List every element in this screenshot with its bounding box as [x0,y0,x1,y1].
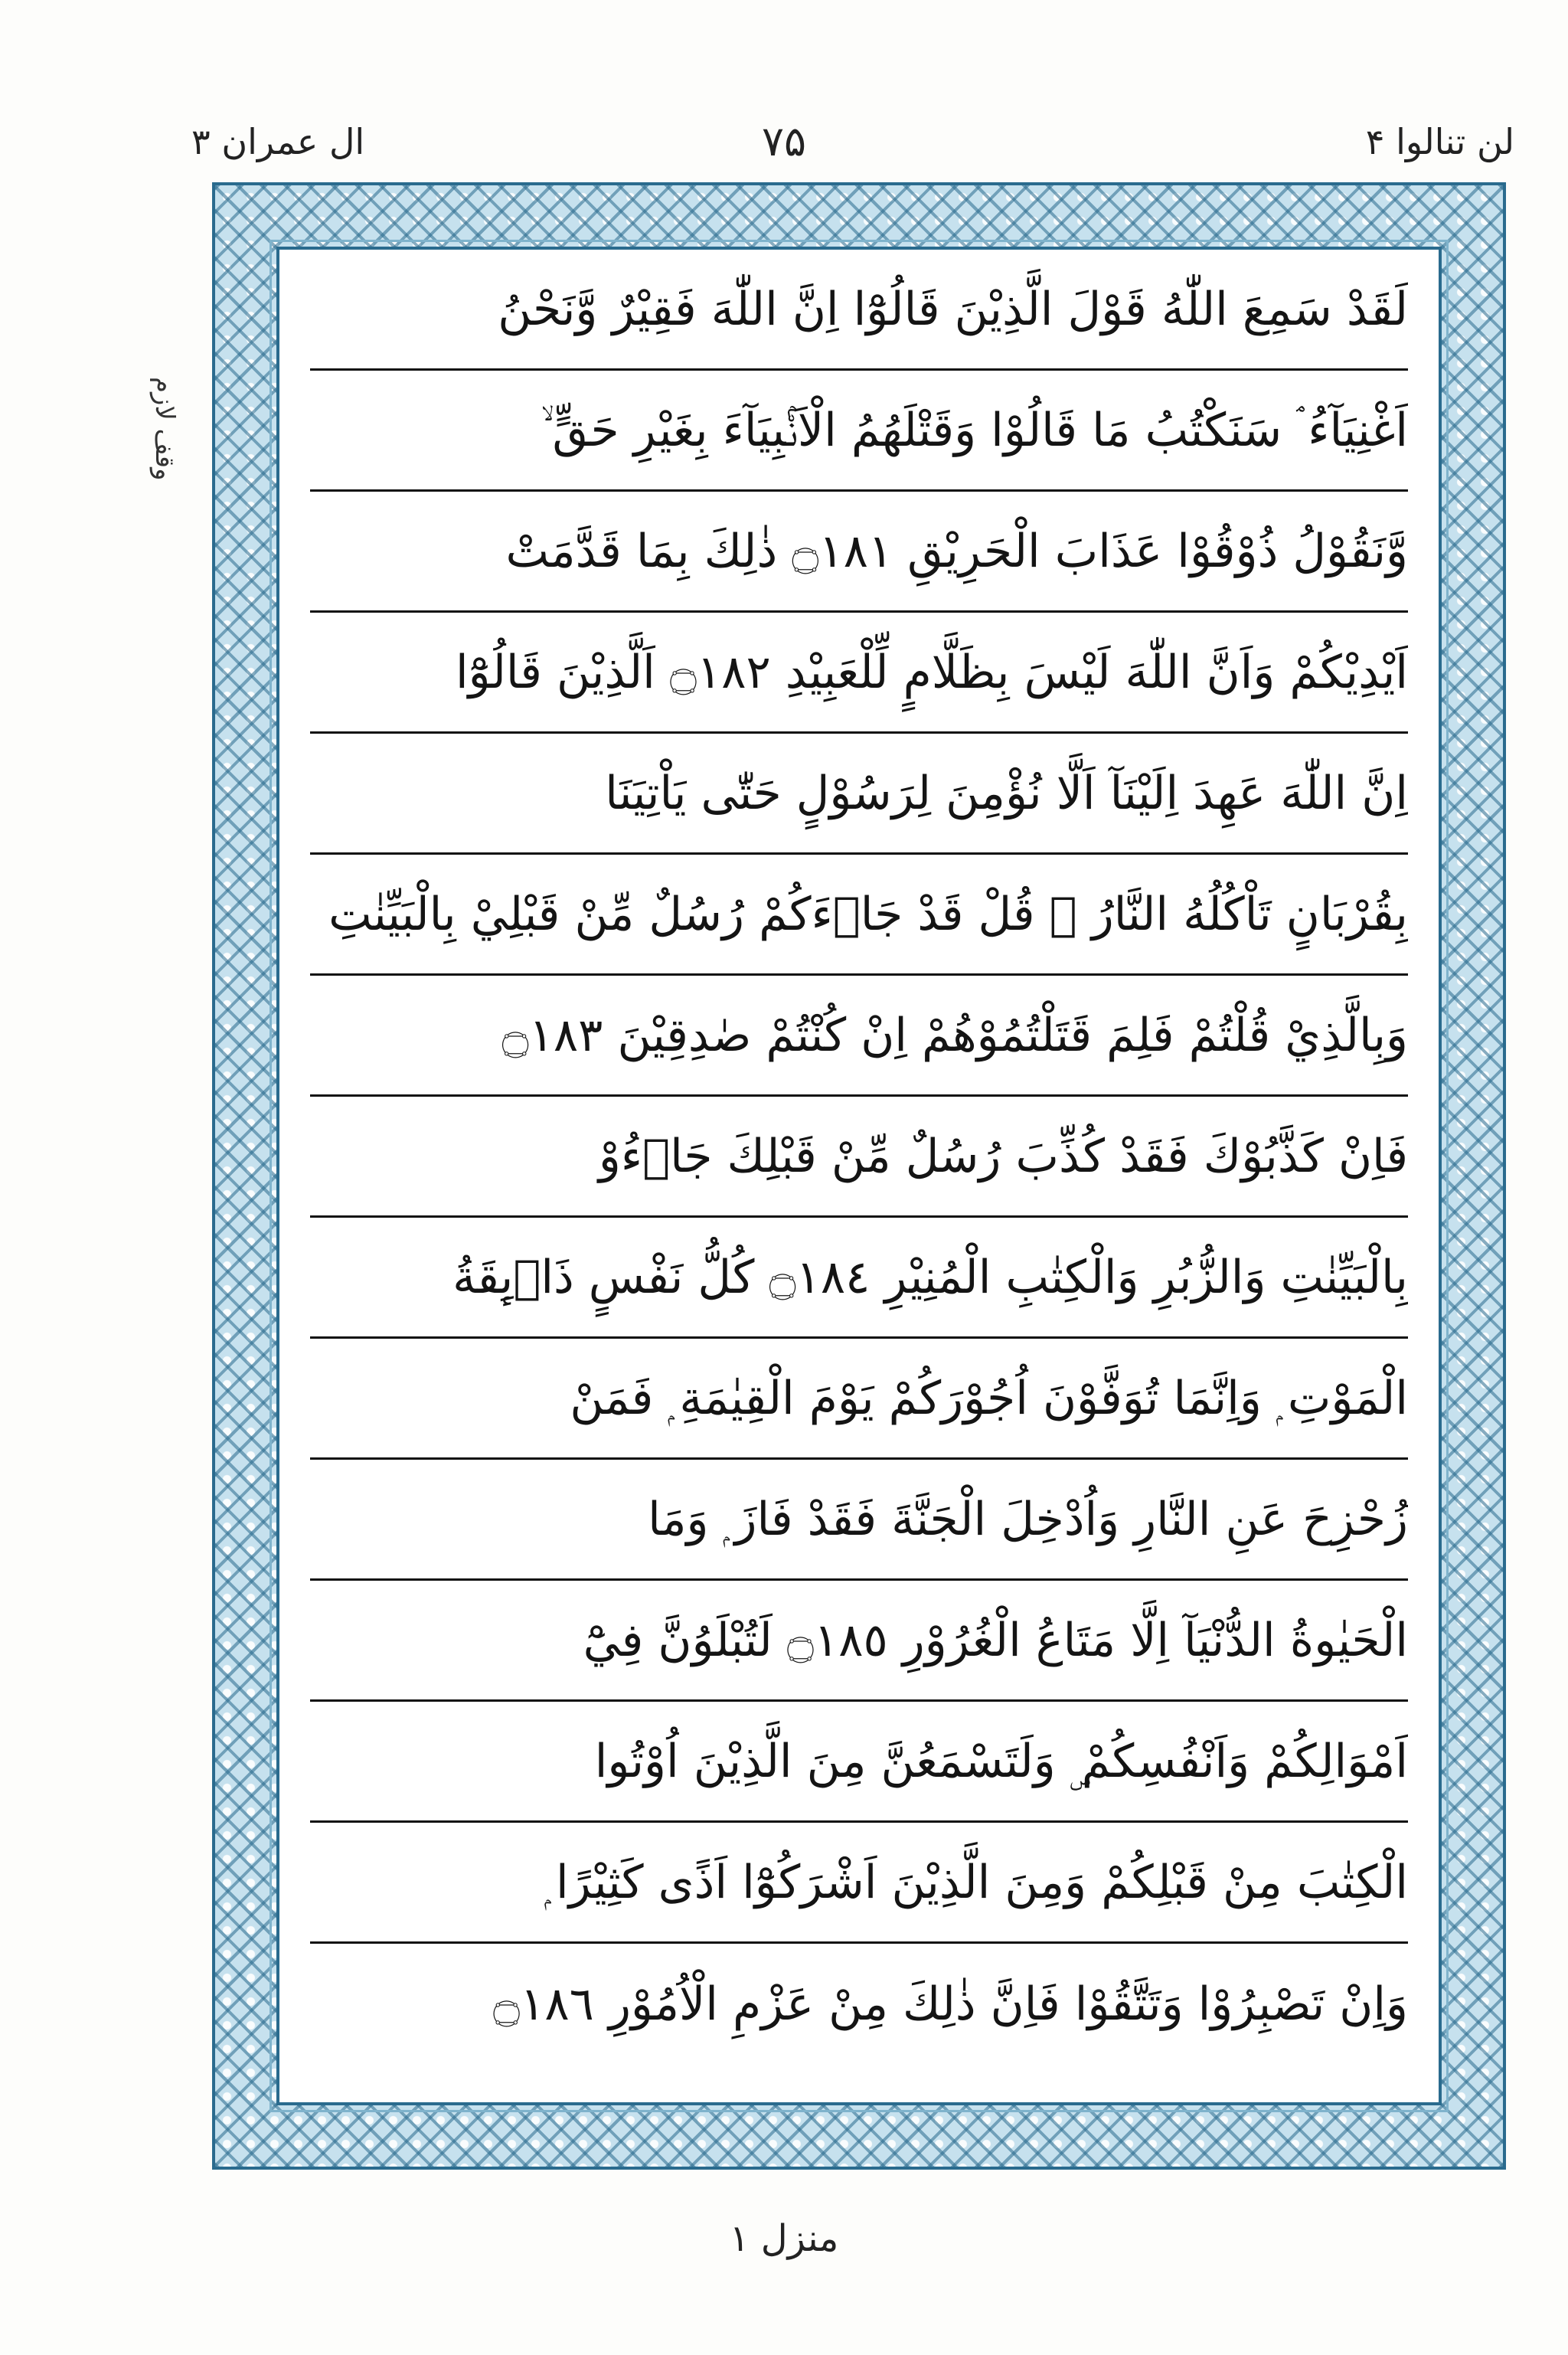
verse-line-1: لَقَدْ سَمِعَ اللّٰهُ قَوْلَ الَّذِيْنَ قَالُوْٓا اِنَّ اللّٰهَ فَقِيْرٌ وَّنَحْنُ [310,250,1408,371]
verse-line-15: وَاِنْ تَصْبِرُوْا وَتَتَّقُوْا فَاِنَّ ذٰلِكَ مِنْ عَزْمِ الْاُمُوْرِ ۝١٨٦ [493,1977,1408,2031]
verse-line-4: اَيْدِيْكُمْ وَاَنَّ اللّٰهَ لَيْسَ بِظَلَّامٍ لِّلْعَبِيْدِ ۝١٨٢ اَلَّذِيْنَ قَالُوْٓا [310,613,1408,734]
verse-lines [279,250,1439,2102]
verse-line-9: بِالْبَيِّنٰتِ وَالزُّبُرِ وَالْكِتٰبِ الْمُنِيْرِ ۝١٨٤ كُلُّ نَفْسٍ ذَاۗىِٕقَةُ [310,1218,1408,1339]
verse-line-12: الْحَيٰوةُ الدُّنْيَآ اِلَّا مَتَاعُ الْغُرُوْرِ ۝١٨٥ لَتُبْلَوُنَّ فِيْٓ [310,1581,1408,1702]
surah-name: ال عمران ۳ [191,121,365,162]
verse-line-5: اِنَّ اللّٰهَ عَهِدَ اِلَيْنَآ اَلَّا نُؤْمِنَ لِرَسُوْلٍ حَتّٰى يَاْتِيَنَا [310,734,1408,855]
manzil-label: منزل ۱ [729,2217,839,2260]
verse-line-11: زُحْزِحَ عَنِ النَّارِ وَاُدْخِلَ الْجَنَّةَ فَقَدْ فَازَ ۭ وَمَا [310,1460,1408,1581]
text-panel [276,247,1442,2105]
juz-name: لن تنالوا ۴ [1365,121,1514,162]
verse-line-8: فَاِنْ كَذَّبُوْكَ فَقَدْ كُذِّبَ رُسُلٌ مِّنْ قَبْلِكَ جَاۗءُوْ [310,1097,1408,1218]
margin-note: وقف لازم [149,377,180,481]
page-number: ۷۵ [761,117,806,165]
decorative-border [212,182,1506,2170]
verse-line-13: اَمْوَالِكُمْ وَاَنْفُسِكُمْ ۣ وَلَتَسْمَعُنَّ مِنَ الَّذِيْنَ اُوْتُوا [310,1702,1408,1823]
verse-line-7: وَبِالَّذِيْ قُلْتُمْ فَلِمَ قَتَلْتُمُوْھُمْ اِنْ كُنْتُمْ صٰدِقِيْنَ ۝١٨٣ [310,976,1408,1097]
verse-line-10: الْمَوْتِ ۭ وَاِنَّمَا تُوَفَّوْنَ اُجُوْرَكُمْ يَوْمَ الْقِيٰمَةِ ۭ فَمَنْ [310,1339,1408,1460]
verse-line-3: وَّنَقُوْلُ ذُوْقُوْا عَذَابَ الْحَرِيْقِ ۝١٨١ ذٰلِكَ بِمَا قَدَّمَتْ [310,492,1408,613]
verse-line-2: اَغْنِيَآءُ ۘ سَنَكْتُبُ مَا قَالُوْا وَقَتْلَهُمُ الْاَنْۢبِيَآءَ بِغَيْرِ حَقٍّ ۙ [310,371,1408,492]
verse-line-6: بِقُرْبَانٍ تَاْكُلُهُ النَّارُ ۭ قُلْ قَدْ جَاۗءَكُمْ رُسُلٌ مِّنْ قَبْلِيْ بِالْبَيِّنٰتِ [310,855,1408,976]
verse-line-14: الْكِتٰبَ مِنْ قَبْلِكُمْ وَمِنَ الَّذِيْنَ اَشْرَكُوْٓا اَذًى كَثِيْرًا ۭ [310,1823,1408,1944]
